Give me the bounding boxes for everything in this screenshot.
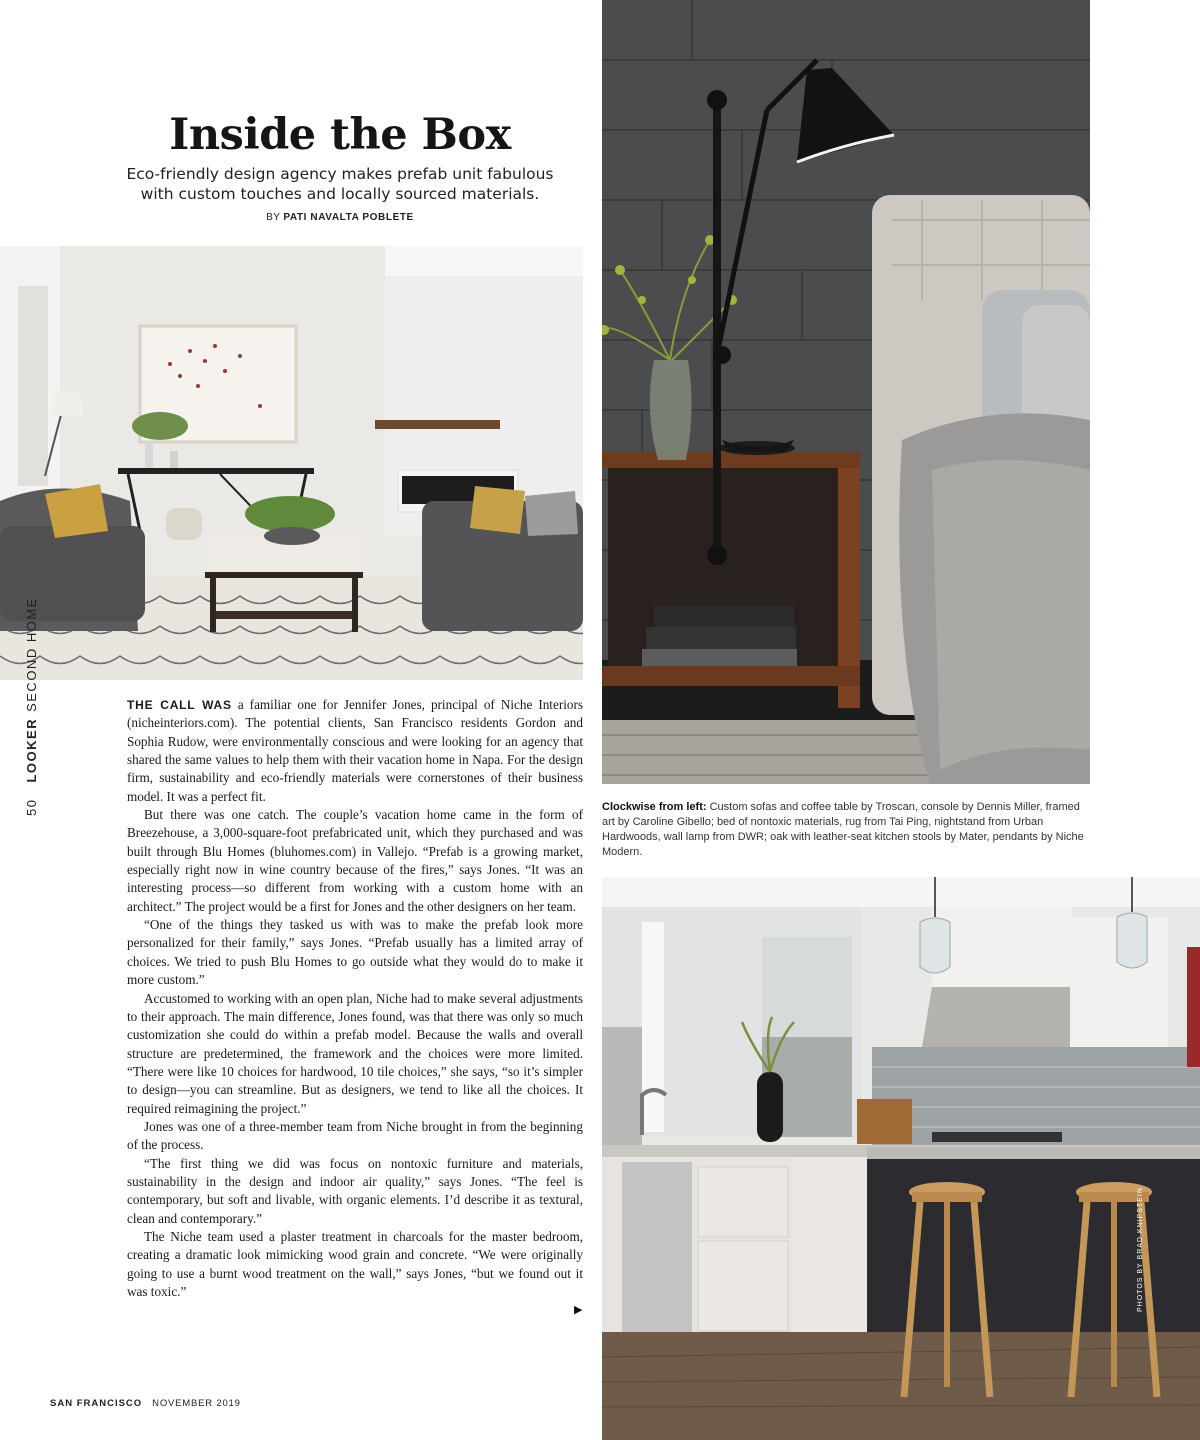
issue-date: NOVEMBER 2019 (152, 1398, 241, 1409)
caption-text: Custom sofas and coffee table by Troscan, console by Dennis Miller, framed art by Caroline Gibello; bed of nontoxic materials, rug from Tai Ping, nightstand from Urban Hardwoods, wall lamp from DWR; oak with leather-seat kitchen stools by Mater, pendants by Niche Modern. (602, 801, 1084, 858)
section-folio (24, 597, 39, 816)
paragraph-4: Accustomed to working with an open plan, Niche had to make several adjustments to their approach. The main difference, Jones found, was that there was only so much customization she could do within a prefab model. Because the walls and overall structure are predetermined, the framework and the choices were more limited. “There were like 10 choices for hardwood, 10 tile choices,” she says, “so it’s simpler to design—you can streamline. But as designers, we tend to like all the choices. It required reimagining the project.” (127, 990, 583, 1116)
author-name: PATI NAVALTA POBLETE (283, 212, 414, 223)
article-body (127, 696, 583, 1301)
byline-prefix: BY (266, 212, 281, 223)
paragraph-6: “The first thing we did was focus on nontoxic furniture and materials, sustainability in the design and indoor air quality,” says Jones. “The feel is contemporary, but soft and livable, with organic elements. I’d describe it as textural, clean and contemporary.” (127, 1155, 583, 1226)
paragraph-1-text: a familiar one for Jennifer Jones, principal of Niche Interiors (nicheinteriors.com). The potential clients, San Francisco residents Gordon and Sophia Rudow, were environmentally conscious and were looking for an agency that shared the same values to help them with their vacation home in Napa. For the design firm, sustainability and eco-friendly materials were cornerstones of their business model. It was a perfect fit. (127, 697, 583, 804)
subsection-name: SECOND HOME (24, 597, 39, 712)
lead-in: THE CALL WAS (127, 698, 232, 712)
paragraph-1 (127, 696, 583, 806)
section-name: LOOKER (24, 717, 39, 783)
kitchen-photo (602, 877, 1200, 1440)
subtitle-line-2: with custom touches and locally sourced materials. (140, 185, 540, 203)
page-number: 50 (24, 798, 39, 816)
article-title: Inside the Box (169, 110, 511, 160)
subtitle-line-1: Eco-friendly design agency makes prefab unit fabulous (126, 165, 554, 183)
byline (180, 212, 500, 223)
magazine-name: SAN FRANCISCO (50, 1398, 143, 1409)
paragraph-5: Jones was one of a three-member team from Niche brought in from the beginning of the process. (127, 1118, 583, 1153)
living-room-photo (0, 246, 583, 680)
bedroom-photo (602, 0, 1090, 784)
continued-arrow-icon: ▶ (574, 1303, 583, 1316)
caption-lead: Clockwise from left: (602, 801, 707, 813)
paragraph-2: But there was one catch. The couple’s vacation home came in the form of Breezehouse, a 3,000-square-foot prefabricated unit, which they purchased and was built through Blu Homes (bluhomes.com) in Vallejo. “Prefab is a growing market, especially right now in wine country because of the fires,” says Jones. “It was an interesting process—so different from working with a custom home with an architect.” The project would be a first for Jones and the other designers on her team. (127, 807, 583, 914)
paragraph-7: The Niche team used a plaster treatment in charcoals for the master bedroom, creating a dramatic look mimicking wood grain and concrete. “We were originally going to use a burnt wood treatment on the wall,” says Jones, “but we found out it was toxic.” (127, 1228, 583, 1299)
paragraph-3: “One of the things they tasked us with was to make the prefab look more personalized for their family,” says Jones. “Prefab usually has a limited array of choices. We tried to push Blu Homes to go outside what they would do to make it more custom.” (127, 917, 583, 988)
photo-caption (602, 800, 1092, 860)
photo-credit: PHOTOS BY BRAD KNIPSTEIN (1137, 1187, 1144, 1312)
article-subtitle (100, 164, 580, 204)
page-footer (50, 1398, 241, 1409)
